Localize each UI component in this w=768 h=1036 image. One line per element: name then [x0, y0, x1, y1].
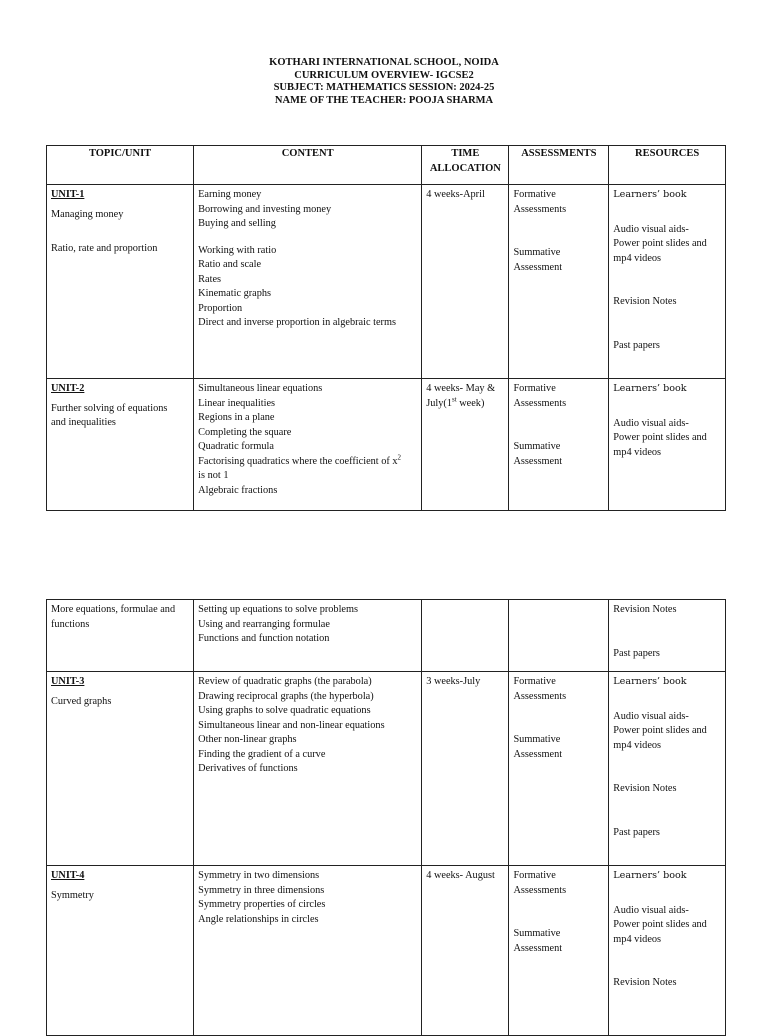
content-item	[198, 455, 417, 470]
audio-visual-aids: mp4 videos	[613, 446, 662, 458]
content-item: Quadratic formula	[198, 441, 274, 452]
topic-cell	[47, 672, 194, 866]
content-item: Using graphs to solve quadratic equations	[198, 705, 371, 716]
summative-label: Assessment	[513, 942, 563, 954]
learners-book: Learners’ book	[613, 383, 687, 394]
content-item: Earning money	[198, 189, 262, 200]
content-text: Factorising quadratics where the coefficient of x	[198, 455, 398, 467]
assessments-cell	[509, 185, 609, 379]
table-row-unit-3	[47, 672, 726, 866]
audio-visual-aids: Power point slides and	[613, 725, 707, 736]
assessments-cell	[509, 866, 609, 1036]
topic-cell	[47, 866, 194, 1036]
revision-notes: Revision Notes	[613, 977, 677, 988]
topic-cell	[47, 600, 194, 672]
resources-cell	[609, 379, 726, 511]
content-item: Kinematic graphs	[198, 288, 272, 299]
formative-label: Assessments	[513, 690, 567, 702]
topic-text: More equations, formulae and	[51, 604, 176, 615]
superscript: 2	[397, 453, 402, 462]
topic-cell	[47, 379, 194, 511]
past-papers: Past papers	[613, 647, 660, 659]
content-item: Finding the gradient of a curve	[198, 748, 326, 760]
audio-visual-aids: Audio visual aids-	[613, 904, 689, 916]
content-cell	[194, 672, 422, 866]
content-item: Simultaneous linear and non-linear equations	[198, 719, 385, 731]
time-cell: 4 weeks- August	[422, 866, 509, 1036]
content-item: Linear inequalities	[198, 397, 276, 409]
learners-book: Learners’ book	[613, 676, 687, 687]
assessments-cell	[509, 379, 609, 511]
summative-label: Assessment	[513, 748, 563, 760]
audio-visual-aids: Audio visual aids-	[613, 223, 689, 235]
audio-visual-aids: mp4 videos	[613, 739, 662, 751]
learners-book: Learners’ book	[613, 870, 687, 881]
content-item: Proportion	[198, 302, 243, 314]
resources-cell	[609, 866, 726, 1036]
content-item: Review of quadratic graphs (the parabola)	[198, 676, 372, 687]
topic-text: Symmetry	[51, 889, 94, 901]
superscript: st	[451, 395, 457, 404]
teacher-name: NAME OF THE TEACHER: POOJA SHARMA	[274, 94, 494, 106]
formative-label: Formative	[513, 870, 556, 881]
topic-text: and inequalities	[51, 417, 116, 428]
formative-label: Assessments	[513, 397, 567, 409]
assessments-cell	[509, 672, 609, 866]
table-row-unit-1	[47, 185, 726, 379]
column-header-topic: TOPIC/UNIT	[47, 146, 194, 185]
assessments-cell	[509, 600, 609, 672]
content-item: Working with ratio	[198, 244, 277, 256]
time-cell	[422, 379, 509, 511]
audio-visual-aids: Power point slides and	[613, 238, 707, 249]
subject-session: SUBJECT: MATHEMATICS SESSION: 2024-25	[273, 82, 495, 93]
content-item: Buying and selling	[198, 218, 276, 229]
past-papers: Past papers	[613, 826, 660, 838]
formative-label: Formative	[513, 383, 556, 394]
content-item: Rates	[198, 273, 222, 285]
topic-text: Curved graphs	[51, 695, 112, 707]
audio-visual-aids: mp4 videos	[613, 252, 662, 264]
content-item: Symmetry in two dimensions	[198, 870, 320, 881]
content-item: Other non-linear graphs	[198, 734, 297, 745]
column-header-time-line2: ALLOCATION	[429, 162, 501, 174]
summative-label: Summative	[513, 734, 561, 745]
summative-label: Summative	[513, 441, 561, 452]
learners-book: Learners’ book	[613, 189, 687, 200]
time-cell: 3 weeks-July	[422, 672, 509, 866]
time-text: 4 weeks- May &	[426, 383, 496, 394]
content-cell	[194, 600, 422, 672]
content-item: is not 1	[198, 470, 229, 481]
content-cell	[194, 866, 422, 1036]
time-text-part: week)	[456, 397, 485, 409]
content-item: Simultaneous linear equations	[198, 383, 323, 394]
content-item: Direct and inverse proportion in algebraic terms	[198, 317, 396, 328]
unit-label: UNIT-2	[51, 383, 85, 394]
content-cell	[194, 185, 422, 379]
content-cell	[194, 379, 422, 511]
topic-text: functions	[51, 618, 90, 630]
table-row-unit-4	[47, 866, 726, 1036]
revision-notes: Revision Notes	[613, 296, 677, 307]
resources-cell	[609, 672, 726, 866]
content-item: Symmetry in three dimensions	[198, 884, 325, 896]
formative-label: Assessments	[513, 203, 567, 215]
summative-label: Summative	[513, 247, 561, 258]
content-item: Drawing reciprocal graphs (the hyperbola)	[198, 690, 374, 702]
topic-text: Managing money	[51, 208, 124, 220]
topic-text: Ratio, rate and proportion	[51, 243, 158, 254]
unit-label: UNIT-4	[51, 870, 85, 881]
topic-text: Further solving of equations	[51, 402, 168, 414]
unit-label: UNIT-3	[51, 676, 85, 687]
time-text	[426, 397, 504, 412]
column-header-time	[422, 146, 509, 185]
school-name: KOTHARI INTERNATIONAL SCHOOL, NOIDA	[269, 57, 499, 68]
time-cell: 4 weeks-April	[422, 185, 509, 379]
time-cell	[422, 600, 509, 672]
document-header	[0, 57, 768, 107]
content-item: Borrowing and investing money	[198, 203, 332, 215]
past-papers: Past papers	[613, 339, 660, 351]
formative-label: Formative	[513, 189, 556, 200]
content-item: Regions in a plane	[198, 412, 275, 423]
content-item: Completing the square	[198, 426, 292, 438]
content-item: Ratio and scale	[198, 259, 262, 270]
audio-visual-aids: Audio visual aids-	[613, 417, 689, 429]
summative-label: Summative	[513, 928, 561, 939]
curriculum-table-part-2	[46, 599, 726, 1036]
curriculum-title: CURRICULUM OVERVIEW- IGCSE2	[294, 69, 474, 81]
resources-cell	[609, 600, 726, 672]
resources-cell	[609, 185, 726, 379]
audio-visual-aids: Power point slides and	[613, 919, 707, 930]
summative-label: Assessment	[513, 455, 563, 467]
unit-label: UNIT-1	[51, 189, 85, 200]
topic-cell	[47, 185, 194, 379]
time-text-part: July(1	[426, 397, 452, 409]
table-row-more-equations	[47, 600, 726, 672]
audio-visual-aids: Power point slides and	[613, 432, 707, 443]
audio-visual-aids: Audio visual aids-	[613, 710, 689, 722]
content-item: Derivatives of functions	[198, 763, 298, 774]
column-header-assessments: ASSESSMENTS	[509, 146, 609, 185]
summative-label: Assessment	[513, 261, 563, 273]
column-header-content: CONTENT	[194, 146, 422, 185]
audio-visual-aids: mp4 videos	[613, 933, 662, 945]
content-item: Setting up equations to solve problems	[198, 604, 359, 615]
formative-label: Assessments	[513, 884, 567, 896]
content-item: Algebraic fractions	[198, 484, 278, 496]
content-item: Angle relationships in circles	[198, 913, 319, 925]
revision-notes: Revision Notes	[613, 783, 677, 794]
table-header-row	[47, 146, 726, 185]
content-item: Functions and function notation	[198, 633, 330, 644]
revision-notes: Revision Notes	[613, 604, 677, 615]
content-item: Symmetry properties of circles	[198, 899, 326, 910]
column-header-time-line1: TIME	[451, 148, 480, 159]
column-header-resources: RESOURCES	[609, 146, 726, 185]
curriculum-table-part-1	[46, 145, 726, 511]
table-row-unit-2	[47, 379, 726, 511]
formative-label: Formative	[513, 676, 556, 687]
content-item: Using and rearranging formulae	[198, 618, 330, 630]
